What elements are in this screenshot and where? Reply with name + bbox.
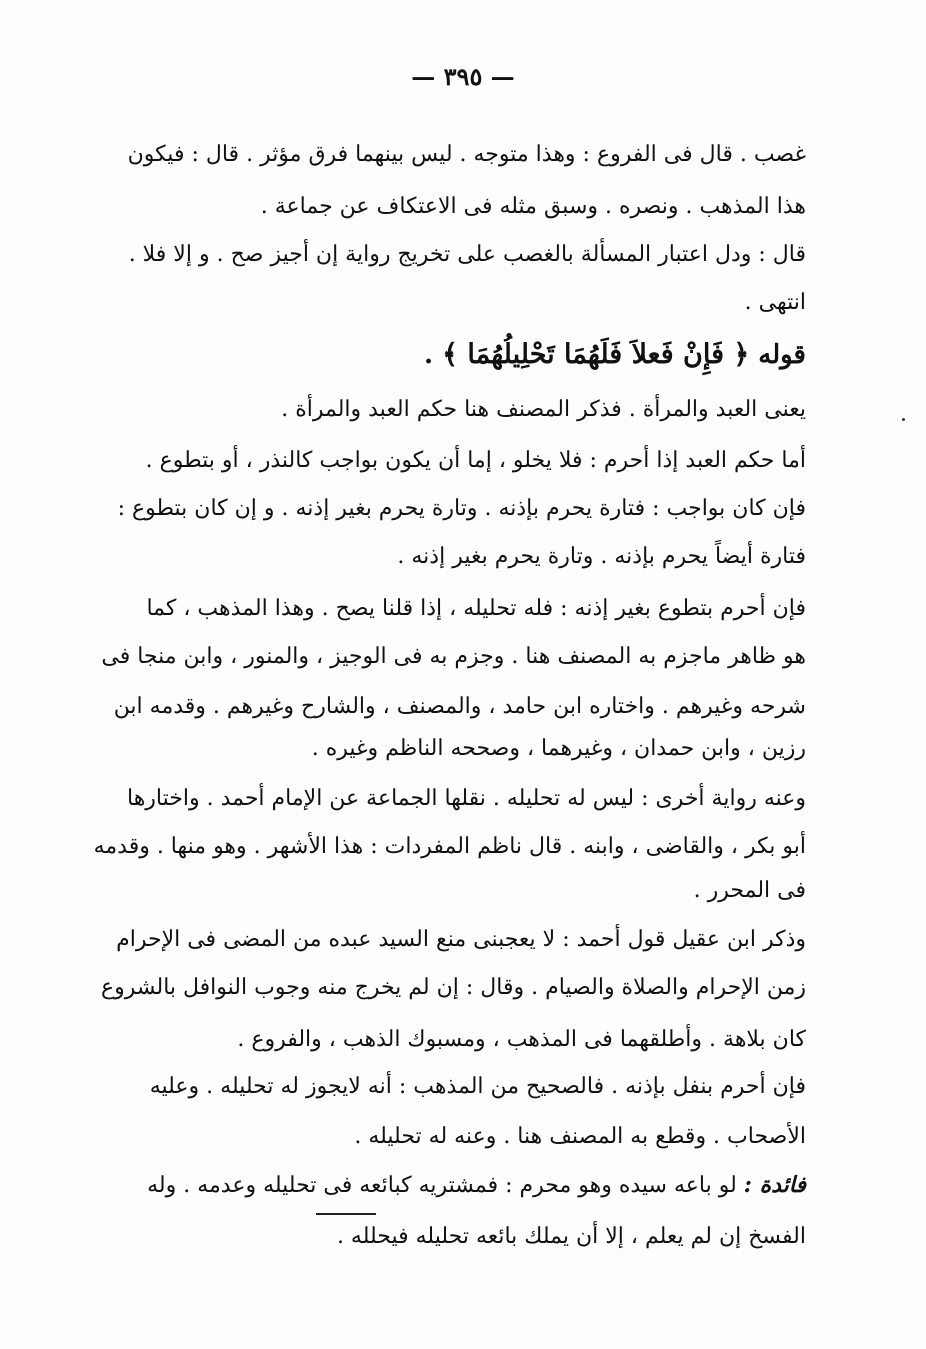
faida-line	[147, 1160, 806, 1210]
text-line: رزين ، وابن حمدان ، وغيرهما ، وصححه الناظم وغيره .	[311, 736, 806, 761]
text-line: غصب . قال فى الفروع : وهذا متوجه . ليس بينهما فرق مؤثر . قال : فيكون	[127, 142, 806, 167]
margin-dot	[902, 418, 905, 421]
faida-label: فائدة :	[743, 1172, 806, 1198]
text-line: فتارة أيضاً يحرم بإذنه . وتارة يحرم بغير إذنه .	[397, 544, 806, 569]
faida-text: لو باعه سيده وهو محرم : فمشتريه كبائعه فى تحليله وعدمه . وله	[147, 1173, 737, 1198]
text-line: وعنه رواية أخرى : ليس له تحليله . نقلها الجماعة عن الإمام أحمد . واختارها	[126, 786, 806, 811]
quran-quote: ﴿ فَإِنْ فَعلاَ فَلَهُمَا تَحْلِيلُهُمَا ﴾	[442, 339, 750, 370]
text-line: الفسخ إن لم يعلم ، إلا أن يملك بائعه تحليله فيحلله .	[336, 1224, 806, 1249]
section-heading	[160, 325, 806, 385]
text-line: زمن الإحرام والصلاة والصيام . وقال : إن لم يخرج منه وجوب النوافل بالشروع	[100, 975, 806, 1000]
text-line: فإن أحرم بنفل بإذنه . فالصحيح من المذهب : أنه لايجوز له تحليله . وعليه	[149, 1074, 806, 1099]
page-number: — ٣٩٥ —	[411, 62, 515, 91]
text-line: يعنى العبد والمرأة . فذكر المصنف هنا حكم العبد والمرأة .	[281, 397, 806, 422]
text-line: وذكر ابن عقيل قول أحمد : لا يعجبنى منع السيد عبده من المضى فى الإحرام	[116, 927, 806, 952]
text-line: أما حكم العبد إذا أحرم : فلا يخلو ، إما أن يكون بواجب كالنذر ، أو بتطوع .	[145, 448, 806, 473]
text-line: شرحه وغيرهم . واختاره ابن حامد ، والمصنف ، والشارح وغيرهم . وقدمه ابن	[113, 694, 806, 719]
text-line: هو ظاهر ماجزم به المصنف هنا . وجزم به فى الوجيز ، والمنور ، وابن منجا فى	[101, 644, 806, 669]
text-line: هذا المذهب . ونصره . وسبق مثله فى الاعتكاف عن جماعة .	[260, 194, 806, 219]
faida-underline	[316, 1213, 376, 1215]
text-line: فإن أحرم بتطوع بغير إذنه : فله تحليله ، إذا قلنا يصح . وهذا المذهب ، كما	[146, 596, 806, 621]
heading-prefix: قوله	[758, 340, 806, 370]
text-line: أبو بكر ، والقاضى ، وابنه . قال ناظم المفردات : هذا الأشهر . وهو منها . وقدمه	[93, 834, 806, 859]
heading-suffix: .	[424, 340, 434, 370]
text-line: فإن كان بواجب : فتارة يحرم بإذنه . وتارة يحرم بغير إذنه . و إن كان بتطوع :	[117, 496, 806, 521]
text-line: الأصحاب . وقطع به المصنف هنا . وعنه له تحليله .	[354, 1124, 806, 1149]
text-line: انتهى .	[744, 290, 806, 315]
body-text	[93, 0, 806, 1349]
text-line: فى المحرر .	[693, 878, 806, 903]
text-line: كان بلاهة . وأطلقهما فى المذهب ، ومسبوك الذهب ، والفروع .	[237, 1027, 806, 1052]
text-line: قال : ودل اعتبار المسألة بالغصب على تخريج رواية إن أجيز صح . و إلا فلا .	[128, 242, 806, 267]
